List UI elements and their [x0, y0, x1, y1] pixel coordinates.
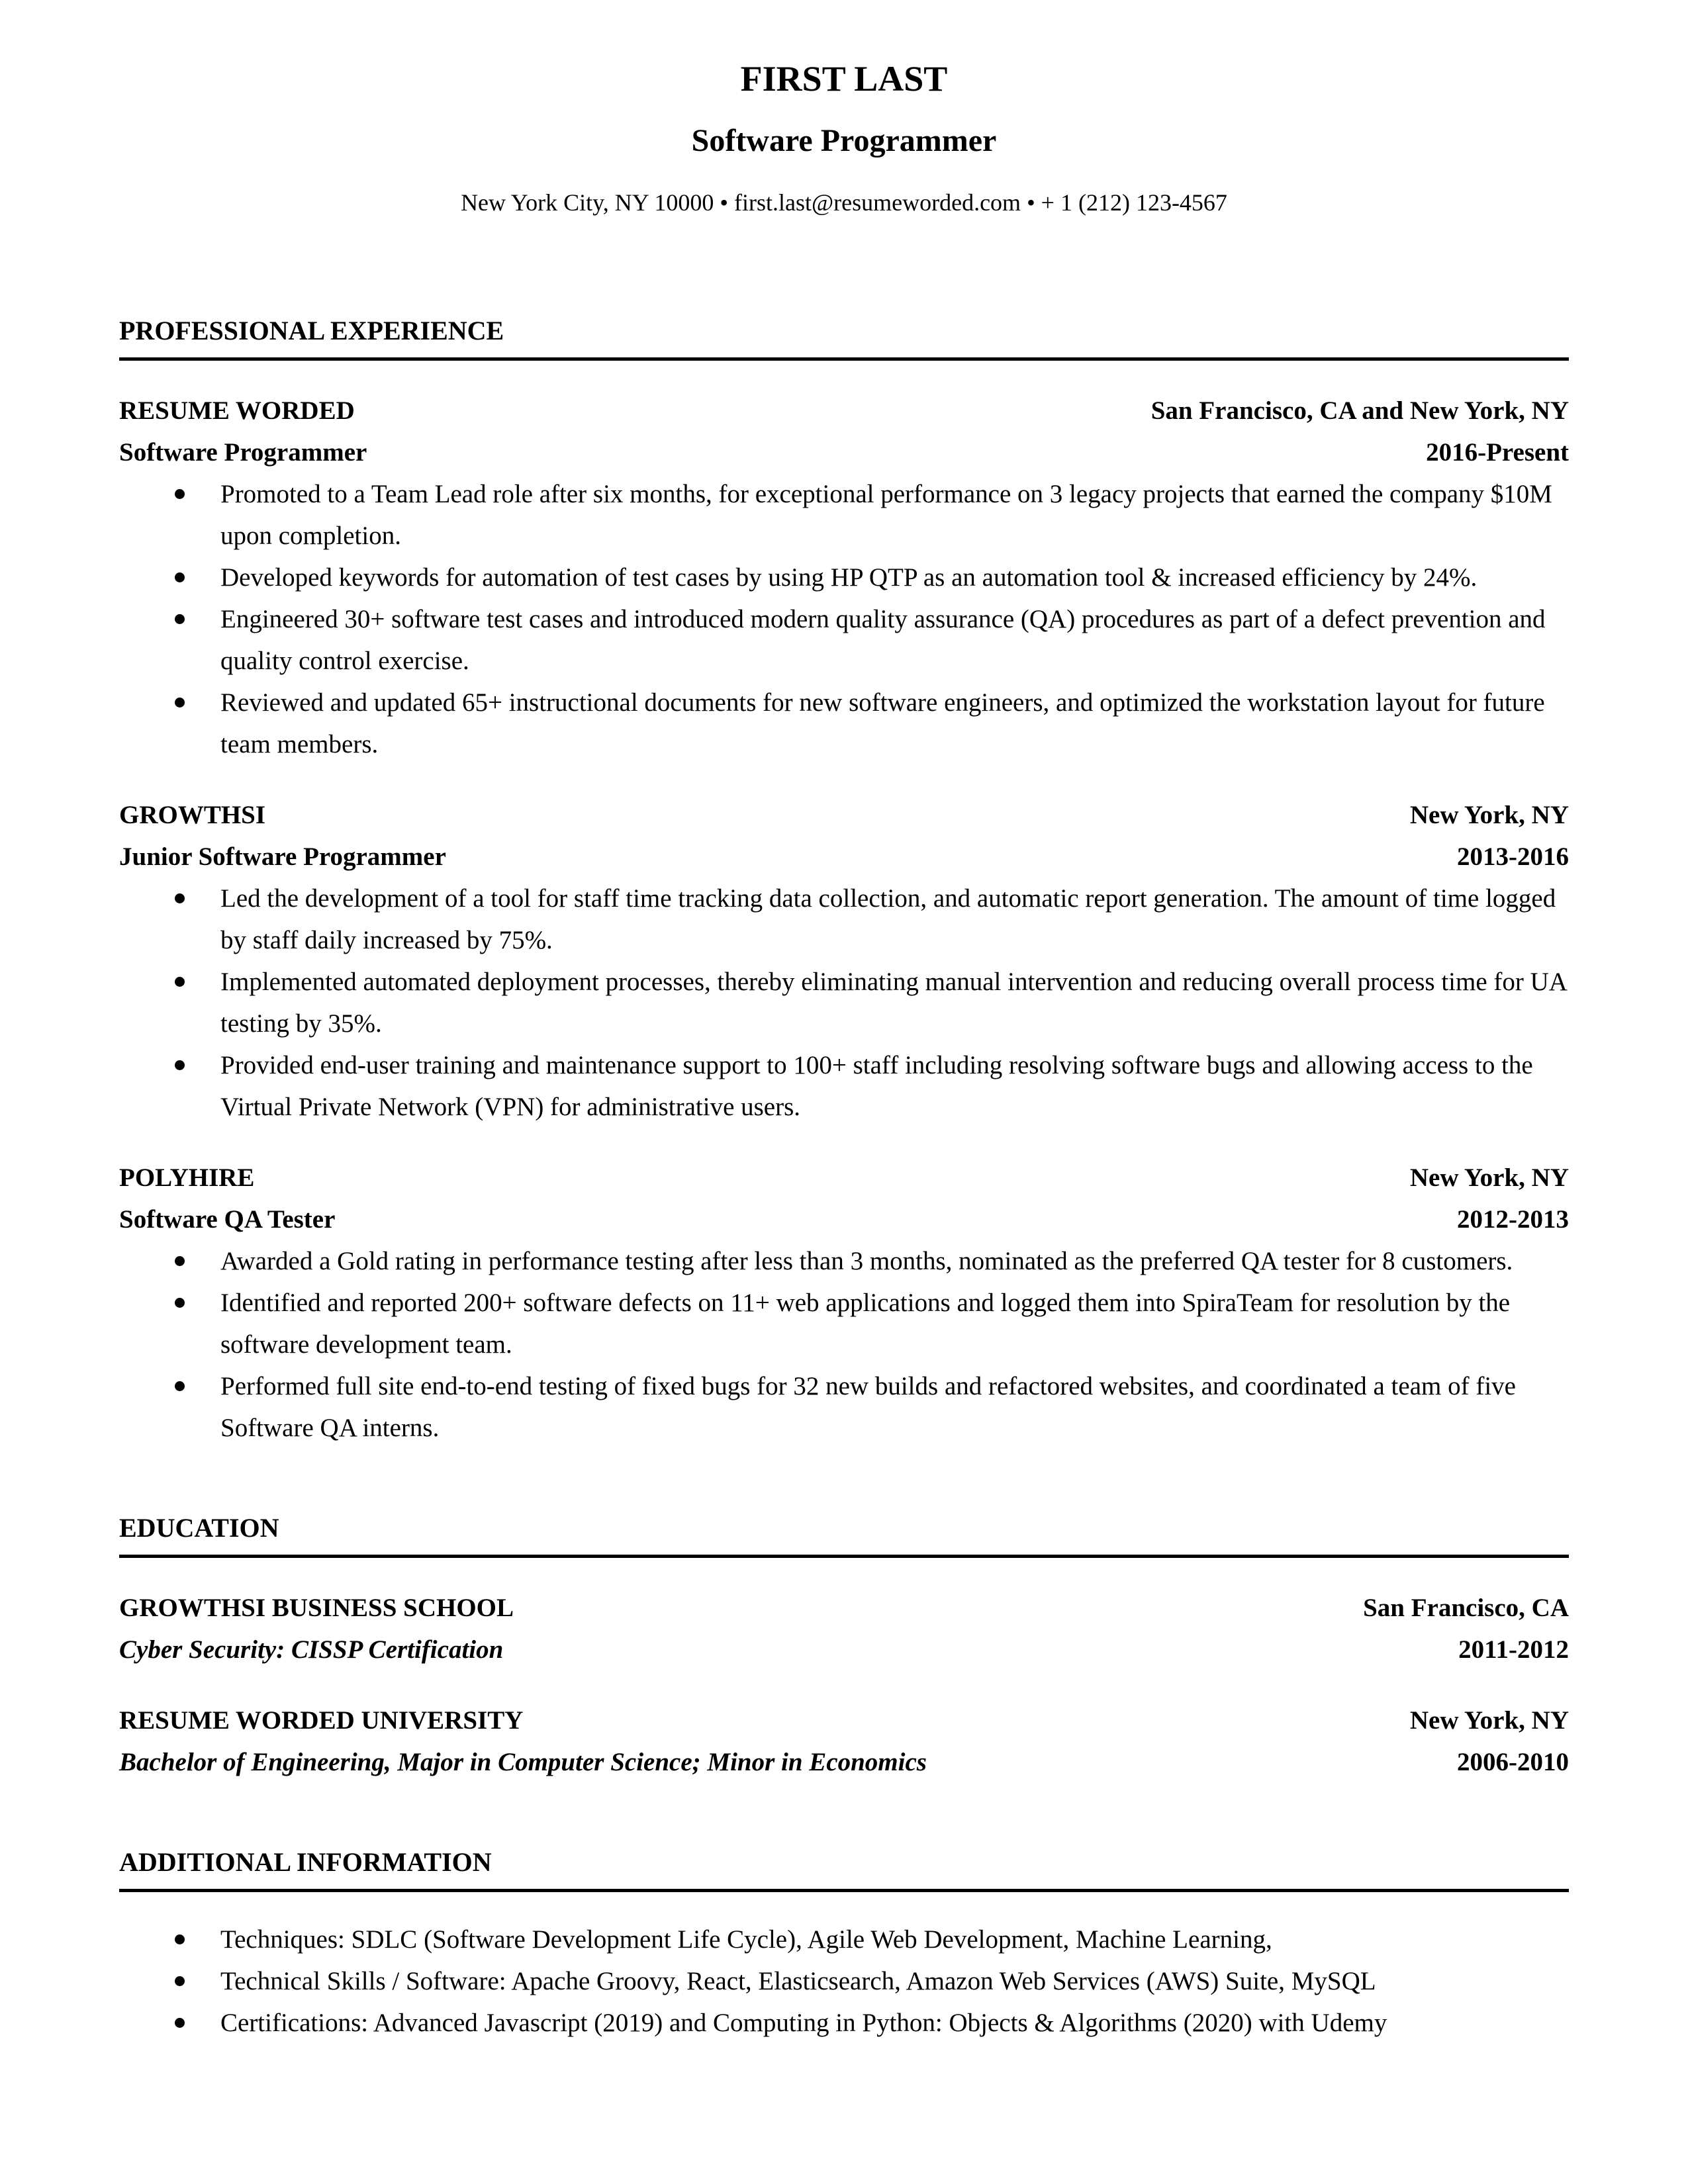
job-entry-resume-worded [119, 390, 1569, 765]
degree-name: Bachelor of Engineering, Major in Computer Science; Minor in Economics [119, 1748, 927, 1776]
resume-header [119, 57, 1569, 217]
additional-bullet-list [119, 1919, 1569, 2044]
bullet-item: Technical Skills / Software: Apache Groovy, React, Elasticsearch, Amazon Web Services (AWS) Suite, MySQL [119, 1960, 1569, 2002]
job-bullet-list [119, 1240, 1569, 1449]
education-section-title: EDUCATION [119, 1512, 1569, 1558]
school-header-row [119, 1587, 1569, 1629]
bullet-item: Promoted to a Team Lead role after six months, for exceptional performance on 3 legacy projects that earned the company $10M upon completion. [119, 473, 1569, 557]
school-location: New York, NY [1409, 1706, 1569, 1735]
degree-name: Cyber Security: CISSP Certification [119, 1635, 504, 1664]
section-additional-information [119, 1846, 1569, 2044]
school-header-row [119, 1700, 1569, 1741]
section-education [119, 1512, 1569, 1783]
job-header-row [119, 1157, 1569, 1199]
contact-line: New York City, NY 10000 • first.last@resumeworded.com • + 1 (212) 123-4567 [461, 189, 1227, 216]
school-entry-growthsi [119, 1587, 1569, 1670]
job-dates: 2012-2013 [1457, 1205, 1569, 1234]
school-location: San Francisco, CA [1363, 1594, 1569, 1622]
bullet-item: Led the development of a tool for staff time tracking data collection, and automatic report generation. The amount of time logged by staff daily increased by 75%. [119, 878, 1569, 961]
company-name: POLYHIRE [119, 1163, 255, 1192]
school-degree-row [119, 1629, 1569, 1670]
job-dates: 2016-Present [1426, 438, 1569, 467]
company-name: GROWTHSI [119, 801, 266, 829]
bullet-item: Awarded a Gold rating in performance testing after less than 3 months, nominated as the preferred QA tester for 8 customers. [119, 1240, 1569, 1282]
school-dates: 2011-2012 [1458, 1635, 1569, 1664]
school-dates: 2006-2010 [1457, 1748, 1569, 1776]
candidate-title: Software Programmer [691, 123, 997, 158]
school-entry-resume-worded-university [119, 1700, 1569, 1783]
bullet-item: Techniques: SDLC (Software Development Life Cycle), Agile Web Development, Machine Learning, [119, 1919, 1569, 1960]
bullet-item: Provided end-user training and maintenance support to 100+ staff including resolving software bugs and allowing access to the Virtual Private Network (VPN) for administrative users. [119, 1044, 1569, 1128]
school-name: GROWTHSI BUSINESS SCHOOL [119, 1594, 514, 1622]
job-role-row [119, 432, 1569, 473]
job-location: San Francisco, CA and New York, NY [1150, 396, 1569, 425]
candidate-name: FIRST LAST [740, 59, 948, 99]
section-experience [119, 315, 1569, 1449]
bullet-item: Certifications: Advanced Javascript (2019) and Computing in Python: Objects & Algorithms (2020) with Udemy [119, 2002, 1569, 2044]
job-bullet-list [119, 473, 1569, 765]
school-degree-row [119, 1741, 1569, 1783]
experience-section-title: PROFESSIONAL EXPERIENCE [119, 315, 1569, 361]
job-header-row [119, 794, 1569, 836]
job-role: Junior Software Programmer [119, 842, 446, 871]
company-name: RESUME WORDED [119, 396, 355, 425]
job-location: New York, NY [1409, 801, 1569, 829]
bullet-item: Identified and reported 200+ software defects on 11+ web applications and logged them into SpiraTeam for resolution by the software development team. [119, 1282, 1569, 1365]
school-name: RESUME WORDED UNIVERSITY [119, 1706, 524, 1735]
job-location: New York, NY [1409, 1163, 1569, 1192]
job-role-row [119, 836, 1569, 878]
additional-section-title: ADDITIONAL INFORMATION [119, 1846, 1569, 1892]
bullet-item: Developed keywords for automation of test cases by using HP QTP as an automation tool & increased efficiency by 24%. [119, 557, 1569, 598]
bullet-item: Engineered 30+ software test cases and introduced modern quality assurance (QA) procedures as part of a defect prevention and quality control exercise. [119, 598, 1569, 682]
job-bullet-list [119, 878, 1569, 1128]
bullet-item: Performed full site end-to-end testing of fixed bugs for 32 new builds and refactored websites, and coordinated a team of five Software QA interns. [119, 1365, 1569, 1449]
bullet-item: Reviewed and updated 65+ instructional documents for new software engineers, and optimized the workstation layout for future team members. [119, 682, 1569, 765]
job-role-row [119, 1199, 1569, 1240]
job-entry-polyhire [119, 1157, 1569, 1449]
bullet-item: Implemented automated deployment processes, thereby eliminating manual intervention and reducing overall process time for UA testing by 35%. [119, 961, 1569, 1044]
job-header-row [119, 390, 1569, 432]
job-role: Software Programmer [119, 438, 367, 467]
job-entry-growthsi [119, 794, 1569, 1128]
job-role: Software QA Tester [119, 1205, 336, 1234]
job-dates: 2013-2016 [1457, 842, 1569, 871]
